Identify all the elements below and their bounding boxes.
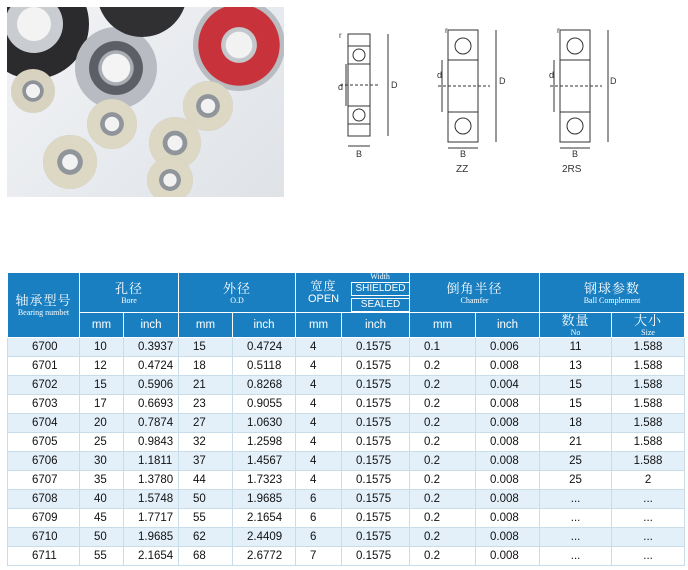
table-row: [8, 452, 685, 471]
cell-ball-count: ...: [540, 547, 612, 566]
cell-chamfer-mm: 0.2: [410, 452, 476, 471]
cell-width-inch: 0.1575: [342, 547, 410, 566]
cell-bore-inch: 1.1811: [124, 452, 179, 471]
cell-ball-count: 21: [540, 433, 612, 452]
cell-chamfer-inch: 0.008: [476, 395, 540, 414]
cell-chamfer-mm: 0.2: [410, 433, 476, 452]
label-D: D: [391, 80, 398, 90]
drawing-2rs: [550, 30, 608, 148]
subheader-chamfer-inch: inch: [476, 313, 540, 338]
cell-width-mm: 4: [296, 414, 342, 433]
cell-width-mm: 4: [296, 433, 342, 452]
cell-width-inch: 0.1575: [342, 376, 410, 395]
cell-chamfer-mm: 0.2: [410, 547, 476, 566]
cell-bore-inch: 1.3780: [124, 471, 179, 490]
cell-bore-inch: 0.6693: [124, 395, 179, 414]
cell-width-mm: 4: [296, 395, 342, 414]
cell-model: 6701: [8, 357, 80, 376]
cell-od-mm: 21: [179, 376, 233, 395]
cell-od-mm: 37: [179, 452, 233, 471]
cell-width-mm: 7: [296, 547, 342, 566]
cell-chamfer-inch: 0.008: [476, 547, 540, 566]
cell-ball-count: 15: [540, 376, 612, 395]
cell-width-mm: 6: [296, 509, 342, 528]
table-row: [8, 471, 685, 490]
cell-chamfer-mm: 0.2: [410, 414, 476, 433]
table-row: [8, 509, 685, 528]
cell-ball-count: 18: [540, 414, 612, 433]
cell-width-inch: 0.1575: [342, 395, 410, 414]
cell-width-inch: 0.1575: [342, 338, 410, 357]
bearing-product-photo: [7, 7, 284, 197]
bearing-image: [11, 69, 55, 113]
subheader-bore-inch: inch: [124, 313, 179, 338]
cell-od-mm: 55: [179, 509, 233, 528]
cell-width-mm: 4: [296, 452, 342, 471]
bearing-image: [75, 27, 157, 109]
cell-model: 6709: [8, 509, 80, 528]
cell-od-mm: 27: [179, 414, 233, 433]
subheader-ball-size: 大小 Size: [612, 313, 685, 338]
cell-bore-inch: 0.5906: [124, 376, 179, 395]
cell-model: 6705: [8, 433, 80, 452]
cell-width-inch: 0.1575: [342, 509, 410, 528]
label-D: D: [499, 76, 506, 86]
cell-ball-count: 11: [540, 338, 612, 357]
bearing-spec-table: [7, 272, 685, 566]
cell-bore-inch: 2.1654: [124, 547, 179, 566]
cell-bore-inch: 0.9843: [124, 433, 179, 452]
cell-chamfer-mm: 0.2: [410, 490, 476, 509]
subheader-od-mm: mm: [179, 313, 233, 338]
cell-chamfer-mm: 0.1: [410, 338, 476, 357]
cell-model: 6702: [8, 376, 80, 395]
cell-width-mm: 4: [296, 376, 342, 395]
table-row: [8, 357, 685, 376]
cell-ball-size: 1.588: [612, 414, 685, 433]
header-od: 外径 O.D: [179, 273, 296, 313]
cell-chamfer-inch: 0.008: [476, 509, 540, 528]
cell-width-inch: 0.1575: [342, 490, 410, 509]
cell-bore-mm: 55: [80, 547, 124, 566]
cell-ball-size: ...: [612, 528, 685, 547]
cell-chamfer-inch: 0.008: [476, 490, 540, 509]
subheader-width-inch: inch: [342, 313, 410, 338]
cell-ball-size: ...: [612, 490, 685, 509]
cell-width-mm: 4: [296, 338, 342, 357]
bearing-image: [87, 99, 137, 149]
table-row: [8, 490, 685, 509]
label-r: r: [339, 31, 342, 40]
cell-model: 6703: [8, 395, 80, 414]
cell-bore-mm: 20: [80, 414, 124, 433]
cell-bore-mm: 45: [80, 509, 124, 528]
cell-width-inch: 0.1575: [342, 528, 410, 547]
cell-ball-size: 1.588: [612, 433, 685, 452]
cell-bore-mm: 50: [80, 528, 124, 547]
cell-od-inch: 2.1654: [233, 509, 296, 528]
cell-od-inch: 1.7323: [233, 471, 296, 490]
cell-model: 6710: [8, 528, 80, 547]
label-B: B: [572, 149, 579, 159]
cell-chamfer-inch: 0.008: [476, 471, 540, 490]
cell-od-mm: 15: [179, 338, 233, 357]
cell-ball-count: ...: [540, 509, 612, 528]
cell-chamfer-mm: 0.2: [410, 376, 476, 395]
cell-model: 6711: [8, 547, 80, 566]
cell-od-inch: 1.0630: [233, 414, 296, 433]
label-d: d: [437, 70, 443, 80]
cell-bore-inch: 1.9685: [124, 528, 179, 547]
drawing-open: [340, 34, 388, 146]
table-row: [8, 414, 685, 433]
cell-model: 6704: [8, 414, 80, 433]
cell-od-inch: 2.4409: [233, 528, 296, 547]
table-row: [8, 528, 685, 547]
subheader-ball-count: 数量 No: [540, 313, 612, 338]
cell-chamfer-inch: 0.008: [476, 528, 540, 547]
subheader-od-inch: inch: [233, 313, 296, 338]
header-bore: 孔径 Bore: [80, 273, 179, 313]
cell-width-mm: 6: [296, 490, 342, 509]
cell-width-mm: 4: [296, 471, 342, 490]
cell-width-inch: 0.1575: [342, 414, 410, 433]
cell-od-mm: 23: [179, 395, 233, 414]
cell-ball-size: 1.588: [612, 395, 685, 414]
label-r: r: [445, 26, 448, 35]
drawing-zz: [438, 30, 496, 148]
label-r: r: [557, 26, 560, 35]
cell-od-inch: 0.5118: [233, 357, 296, 376]
cell-od-mm: 32: [179, 433, 233, 452]
cell-ball-size: 1.588: [612, 357, 685, 376]
cell-ball-size: 1.588: [612, 376, 685, 395]
cell-od-inch: 0.4724: [233, 338, 296, 357]
subheader-width-mm: mm: [296, 313, 342, 338]
bearing-cross-section-drawings: [320, 20, 620, 190]
label-B: B: [460, 149, 467, 159]
cell-bore-mm: 15: [80, 376, 124, 395]
cell-od-mm: 50: [179, 490, 233, 509]
variant-label-zz: ZZ: [456, 164, 469, 175]
cell-bore-mm: 30: [80, 452, 124, 471]
cell-chamfer-mm: 0.2: [410, 509, 476, 528]
cell-bore-mm: 17: [80, 395, 124, 414]
cell-bore-inch: 1.5748: [124, 490, 179, 509]
cell-model: 6706: [8, 452, 80, 471]
cell-width-mm: 4: [296, 357, 342, 376]
cell-chamfer-mm: 0.2: [410, 471, 476, 490]
cell-width-inch: 0.1575: [342, 357, 410, 376]
header-model: 轴承型号 Bearing numbet: [8, 273, 80, 338]
cell-ball-size: ...: [612, 547, 685, 566]
label-d: d: [549, 70, 555, 80]
cell-od-mm: 18: [179, 357, 233, 376]
cell-chamfer-mm: 0.2: [410, 528, 476, 547]
bearing-image: [43, 135, 97, 189]
bearing-image: [147, 157, 193, 197]
variant-label-2rs: 2RS: [562, 164, 582, 175]
cell-bore-inch: 0.7874: [124, 414, 179, 433]
label-d: d: [338, 82, 344, 92]
cell-ball-count: 25: [540, 452, 612, 471]
header-width: 宽度 OPEN Width SHIELDED SEALED: [296, 273, 410, 313]
table-row: [8, 395, 685, 414]
label-D: D: [610, 76, 617, 86]
table-row: [8, 376, 685, 395]
cell-width-mm: 6: [296, 528, 342, 547]
cell-bore-inch: 1.7717: [124, 509, 179, 528]
cell-ball-count: 13: [540, 357, 612, 376]
cell-bore-inch: 0.3937: [124, 338, 179, 357]
header-ball: 钢球参数 Ball Complement: [540, 273, 685, 313]
cell-od-inch: 1.9685: [233, 490, 296, 509]
cell-od-inch: 0.9055: [233, 395, 296, 414]
table-body: [8, 338, 685, 566]
cell-model: 6700: [8, 338, 80, 357]
cell-model: 6707: [8, 471, 80, 490]
cell-bore-mm: 12: [80, 357, 124, 376]
cell-ball-size: ...: [612, 509, 685, 528]
cell-ball-size: 1.588: [612, 452, 685, 471]
cell-ball-count: ...: [540, 490, 612, 509]
subheader-bore-mm: mm: [80, 313, 124, 338]
cell-bore-inch: 0.4724: [124, 357, 179, 376]
cross-section-svg: [320, 20, 620, 190]
cell-od-mm: 68: [179, 547, 233, 566]
cell-chamfer-inch: 0.008: [476, 414, 540, 433]
cell-bore-mm: 35: [80, 471, 124, 490]
cell-chamfer-inch: 0.006: [476, 338, 540, 357]
cell-ball-size: 1.588: [612, 338, 685, 357]
cell-chamfer-inch: 0.008: [476, 452, 540, 471]
cell-od-inch: 2.6772: [233, 547, 296, 566]
cell-od-inch: 0.8268: [233, 376, 296, 395]
subheader-chamfer-mm: mm: [410, 313, 476, 338]
cell-ball-count: 25: [540, 471, 612, 490]
cell-chamfer-inch: 0.008: [476, 433, 540, 452]
cell-bore-mm: 25: [80, 433, 124, 452]
cell-od-inch: 1.2598: [233, 433, 296, 452]
bearing-image: [193, 7, 284, 91]
table-row: [8, 338, 685, 357]
cell-ball-count: 15: [540, 395, 612, 414]
cell-chamfer-mm: 0.2: [410, 357, 476, 376]
cell-chamfer-inch: 0.008: [476, 357, 540, 376]
cell-width-inch: 0.1575: [342, 452, 410, 471]
cell-ball-count: ...: [540, 528, 612, 547]
cell-chamfer-mm: 0.2: [410, 395, 476, 414]
cell-bore-mm: 40: [80, 490, 124, 509]
cell-od-mm: 62: [179, 528, 233, 547]
table-row: [8, 433, 685, 452]
cell-width-inch: 0.1575: [342, 433, 410, 452]
label-B: B: [356, 149, 363, 159]
cell-bore-mm: 10: [80, 338, 124, 357]
cell-od-inch: 1.4567: [233, 452, 296, 471]
cell-chamfer-inch: 0.004: [476, 376, 540, 395]
cell-model: 6708: [8, 490, 80, 509]
cell-ball-size: 2: [612, 471, 685, 490]
table-row: [8, 547, 685, 566]
header-chamfer: 倒角半径 Chamfer: [410, 273, 540, 313]
cell-width-inch: 0.1575: [342, 471, 410, 490]
cell-od-mm: 44: [179, 471, 233, 490]
